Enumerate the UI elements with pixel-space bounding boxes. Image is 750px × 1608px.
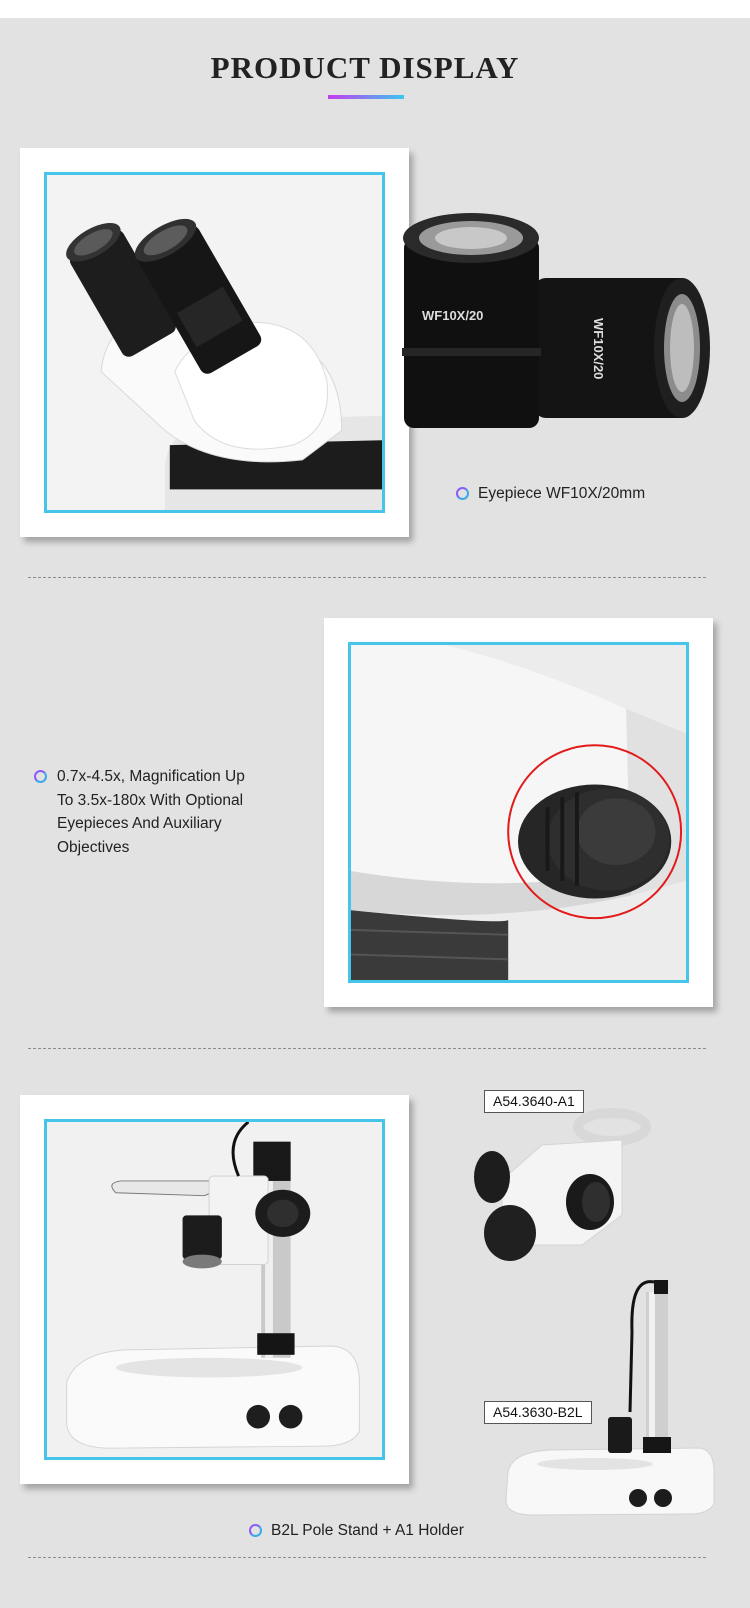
section-divider [28, 1557, 706, 1558]
binocular-head-card [20, 148, 409, 537]
stand-model-tag: A54.3630-B2L [484, 1401, 592, 1424]
eyepiece-caption: Eyepiece WF10X/20mm [478, 485, 646, 502]
eyepiece-side [534, 278, 710, 418]
zoom-description-line: Objectives [57, 838, 130, 856]
a1-holder-image [472, 1105, 652, 1270]
top-strip [0, 0, 750, 18]
zoom-knob-card [324, 618, 713, 1007]
b2l-stand-image [500, 1272, 718, 1517]
page-title: PRODUCT DISPLAY [210, 50, 520, 85]
bullet-ring-icon [34, 770, 47, 783]
pole-stand-image [44, 1119, 385, 1460]
binocular-head-image [44, 172, 385, 513]
eyepiece-engraving-front: WF10X/20 [422, 308, 484, 323]
section-divider [28, 1048, 706, 1049]
eyepiece-pair-image [384, 208, 714, 438]
zoom-description-line: 0.7x-4.5x, Magnification Up [57, 768, 245, 785]
pole-stand-card [20, 1095, 409, 1484]
title-underline [328, 95, 404, 99]
stand-caption: B2L Pole Stand + A1 Holder [271, 1522, 464, 1539]
zoom-description [57, 765, 245, 859]
eyepiece-engraving-side: WF10X/20 [591, 318, 606, 380]
section-divider [28, 577, 706, 578]
eyepiece-front [402, 213, 541, 428]
bullet-ring-icon [456, 487, 469, 500]
zoom-knob-image [348, 642, 689, 983]
bullet-ring-icon [249, 1524, 262, 1537]
zoom-description-line: Eyepieces And Auxiliary [57, 815, 222, 832]
holder-model-tag: A54.3640-A1 [484, 1090, 584, 1113]
zoom-description-line: To 3.5x-180x With Optional [57, 791, 244, 809]
